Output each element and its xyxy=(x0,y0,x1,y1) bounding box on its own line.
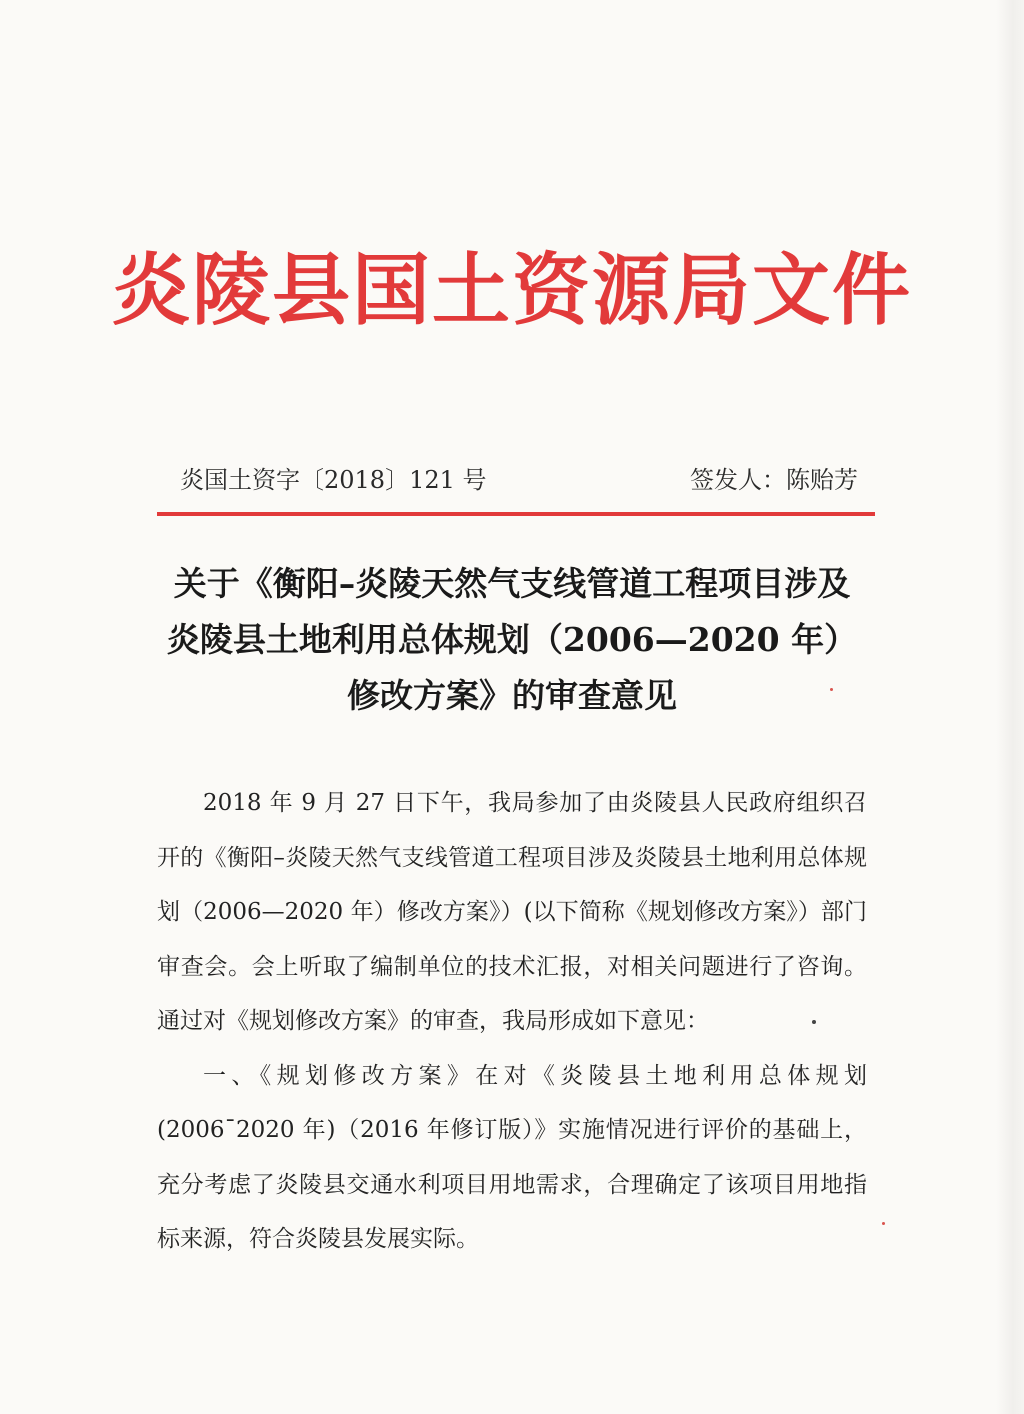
signer-line: 签发人：陈贻芳 xyxy=(690,466,858,494)
subject-line-3: 修改方案》的审查意见 xyxy=(347,676,677,715)
scan-speck xyxy=(812,1020,816,1024)
red-divider-line xyxy=(157,512,875,516)
body-paragraph-2: 一、《规划修改方案》在对《炎陵县土地利用总体规划(2006¯2020 年)（2016 年修订版）》实施情况进行评价的基础上，充分考虑了炎陵县交通水利项目用地需求，合理确定了该项目用地指标来源，符合炎陵县发展实际。 xyxy=(157,1062,867,1252)
document-body xyxy=(157,776,867,1267)
scan-speck xyxy=(830,688,833,691)
scan-edge xyxy=(996,0,1024,1414)
scan-speck xyxy=(882,1222,885,1225)
document-subject xyxy=(150,556,874,724)
document-header-title: 炎陵县国土资源局文件 xyxy=(111,245,912,336)
body-paragraph-1: 2018 年 9 月 27 日下午，我局参加了由炎陵县人民政府组织召开的《衡阳–炎陵天然气支线管道工程项目涉及炎陵县土地利用总体规划（2006—2020 年）修改方案》）(以下简称《规划修改方案》）部门审查会。会上听取了编制单位的技术汇报，对相关问题进行了咨询。通过对《规划修改方案》的审查，我局形成如下意见： xyxy=(157,790,867,1034)
document-number: 炎国土资字〔2018〕121 号 xyxy=(180,466,487,494)
subject-line-1: 关于《衡阳–炎陵天然气支线管道工程项目涉及 xyxy=(173,564,851,603)
subject-line-2: 炎陵县土地利用总体规划（2006—2020 年） xyxy=(166,620,858,659)
